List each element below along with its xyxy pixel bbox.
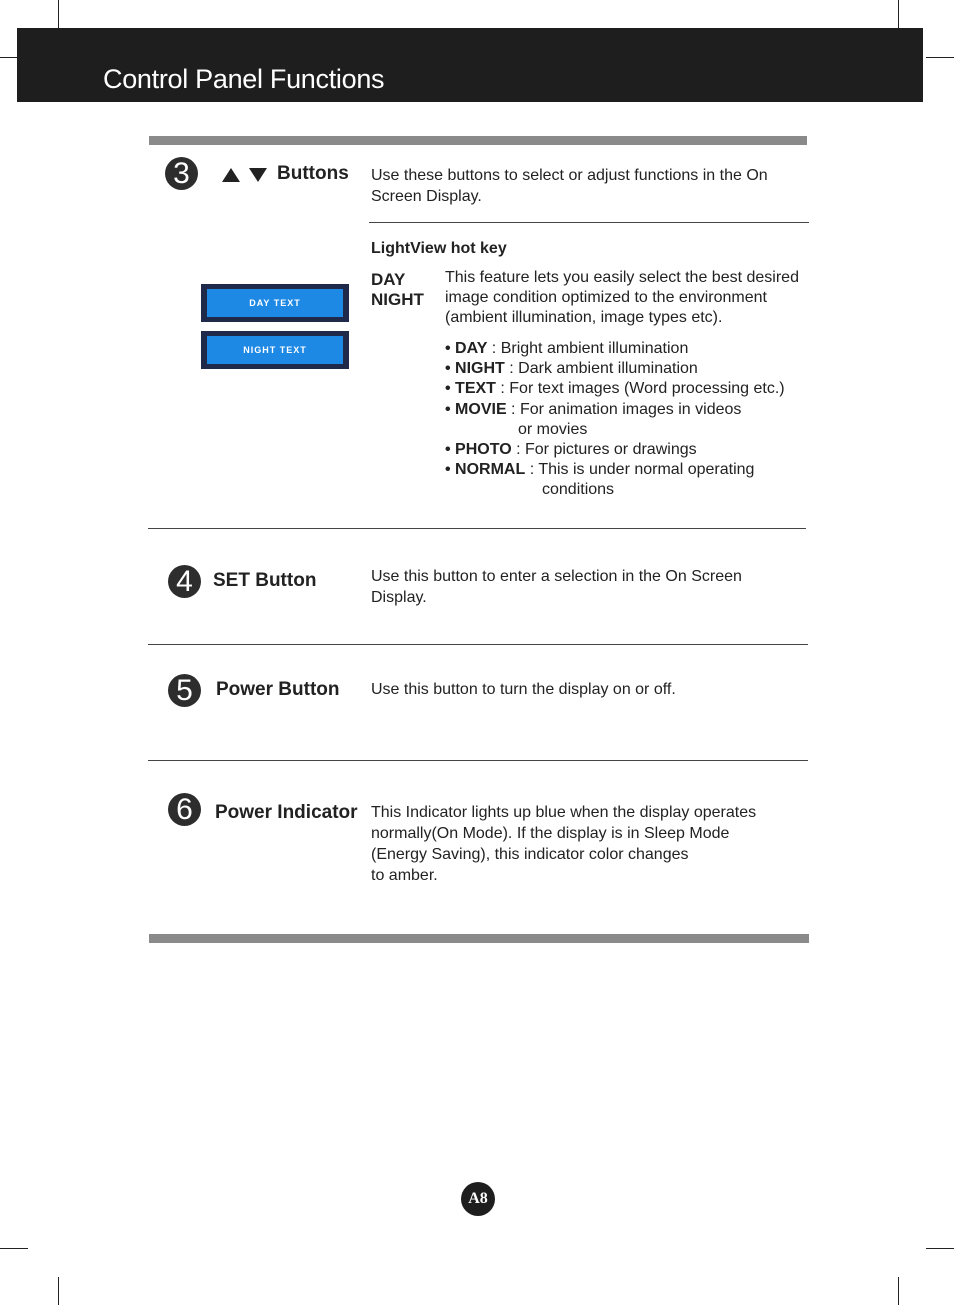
section-title-buttons: Buttons	[277, 163, 349, 184]
section-number-5: 5	[168, 674, 201, 707]
section-desc-buttons: Use these buttons to select or adjust functions in the On Screen Display.	[371, 167, 768, 205]
list-item: • DAY : Bright ambient illumination	[445, 340, 689, 357]
section-divider	[148, 528, 806, 529]
section-title-set-button: SET Button	[213, 570, 317, 591]
osd-night-text-label: NIGHT TEXT	[207, 336, 343, 364]
section-number-6: 6	[168, 793, 201, 826]
list-item: • NIGHT : Dark ambient illumination	[445, 360, 698, 378]
hotkey-divider	[369, 222, 809, 223]
crop-mark	[0, 1248, 28, 1249]
crop-mark	[926, 1248, 954, 1249]
list-item-continuation: conditions	[542, 481, 615, 499]
section-divider	[148, 760, 808, 761]
page-number-badge: A8	[461, 1182, 495, 1216]
list-item-continuation: or movies	[518, 420, 588, 438]
label-day: DAY	[371, 270, 406, 289]
up-arrow-icon	[222, 168, 240, 182]
hotkey-description: This feature lets you easily select the best desired image condition optimized to the environment (ambient illumination, image types etc).	[445, 269, 799, 326]
section-desc-power-indicator: This Indicator lights up blue when the display operates normally(On Mode). If the display is in Sleep Mode (Energy Saving), this indicator color changes to amber.	[371, 804, 757, 884]
osd-day-text-label: DAY TEXT	[207, 289, 343, 317]
section-desc-set-button: Use this button to enter a selection in the On Screen Display.	[371, 568, 742, 606]
crop-mark	[0, 57, 17, 58]
bottom-divider	[149, 934, 809, 943]
section-title-power-indicator: Power Indicator	[215, 802, 358, 823]
page-title: Control Panel Functions	[103, 64, 385, 94]
section-desc-power-button: Use this button to turn the display on or off.	[371, 681, 676, 698]
list-item: • TEXT : For text images (Word processing etc.)	[445, 380, 785, 398]
crop-mark	[898, 0, 899, 28]
section-title-power-button: Power Button	[216, 679, 340, 700]
section-number-4: 4	[168, 565, 201, 598]
mode-list	[445, 339, 785, 501]
crop-mark	[898, 1277, 899, 1305]
list-item: • MOVIE : For animation images in videos	[445, 400, 742, 418]
section-divider	[148, 644, 808, 645]
top-divider	[149, 136, 807, 145]
crop-mark	[58, 0, 59, 28]
section-number-3: 3	[165, 157, 198, 190]
osd-night-text	[201, 331, 349, 369]
hotkey-title: LightView hot key	[371, 240, 507, 257]
down-arrow-icon	[249, 168, 267, 182]
crop-mark	[58, 1277, 59, 1305]
crop-mark	[926, 57, 954, 58]
osd-day-text	[201, 284, 349, 322]
list-item: • PHOTO : For pictures or drawings	[445, 441, 697, 459]
header-bar	[17, 28, 923, 102]
label-night: NIGHT	[371, 290, 424, 309]
list-item: • NORMAL : This is under normal operating	[445, 461, 755, 479]
day-night-labels	[371, 270, 424, 310]
